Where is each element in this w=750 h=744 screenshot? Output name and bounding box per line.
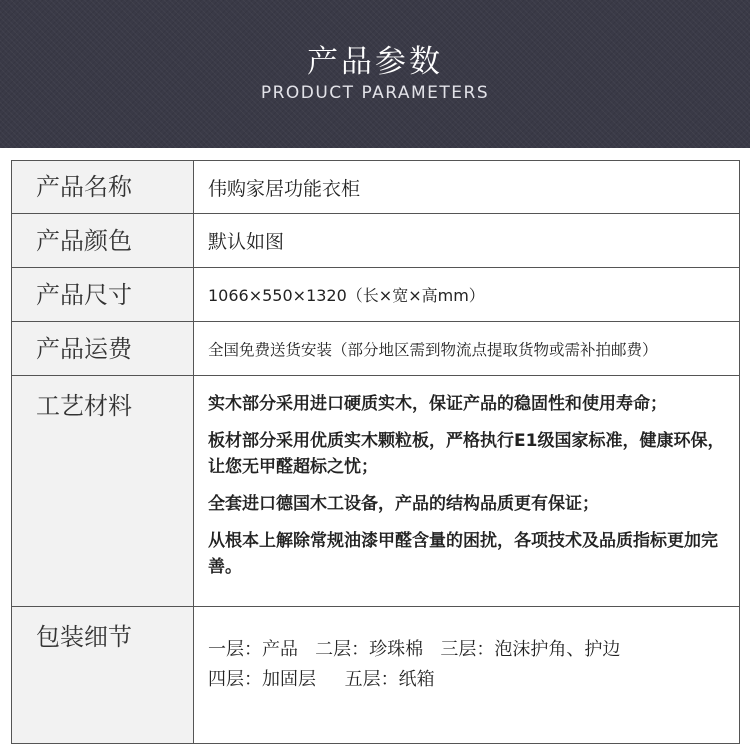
row-label: 工艺材料 [12,376,194,607]
row-label: 产品名称 [12,161,194,214]
row-label: 产品尺寸 [12,268,194,322]
table-row-shipping [12,322,740,376]
table-row-packaging [12,607,740,744]
parameters-table [11,160,740,744]
row-label: 产品颜色 [12,214,194,268]
row-label: 产品运费 [12,322,194,376]
page-subtitle: PRODUCT PARAMETERS [260,83,490,103]
row-value: 默认如图 [194,214,740,268]
table-row-product-size [12,268,740,322]
material-line: 全套进口德国木工设备，产品的结构品质更有保证； [208,494,599,514]
table-row-product-name [12,161,740,214]
table-row-product-color [12,214,740,268]
row-value: 伟购家居功能衣柜 [194,161,740,214]
packaging-line: 一层：产品 二层：珍珠棉 三层：泡沫护角、护边 [208,639,621,660]
material-line: 实木部分采用进口硬质实木，保证产品的稳固性和使用寿命； [208,394,667,414]
row-label: 包装细节 [12,607,194,744]
table-row-materials [12,376,740,607]
material-line: 从根本上解除常规油漆甲醛含量的困扰，各项技术及品质指标更加完善。 [208,531,718,577]
row-value: 1066×550×1320（长×宽×高mm） [194,268,740,322]
material-line: 板材部分采用优质实木颗粒板，严格执行E1级国家标准，健康环保，让您无甲醛超标之忧； [208,431,725,477]
row-value: 全国免费送货安装（部分地区需到物流点提取货物或需补拍邮费） [194,322,740,376]
packaging-line: 四层：加固层 五层：纸箱 [208,669,435,690]
header-banner [0,0,750,148]
packaging-text [194,607,740,744]
page-title: 产品参数 [307,44,443,80]
materials-text [194,376,740,607]
